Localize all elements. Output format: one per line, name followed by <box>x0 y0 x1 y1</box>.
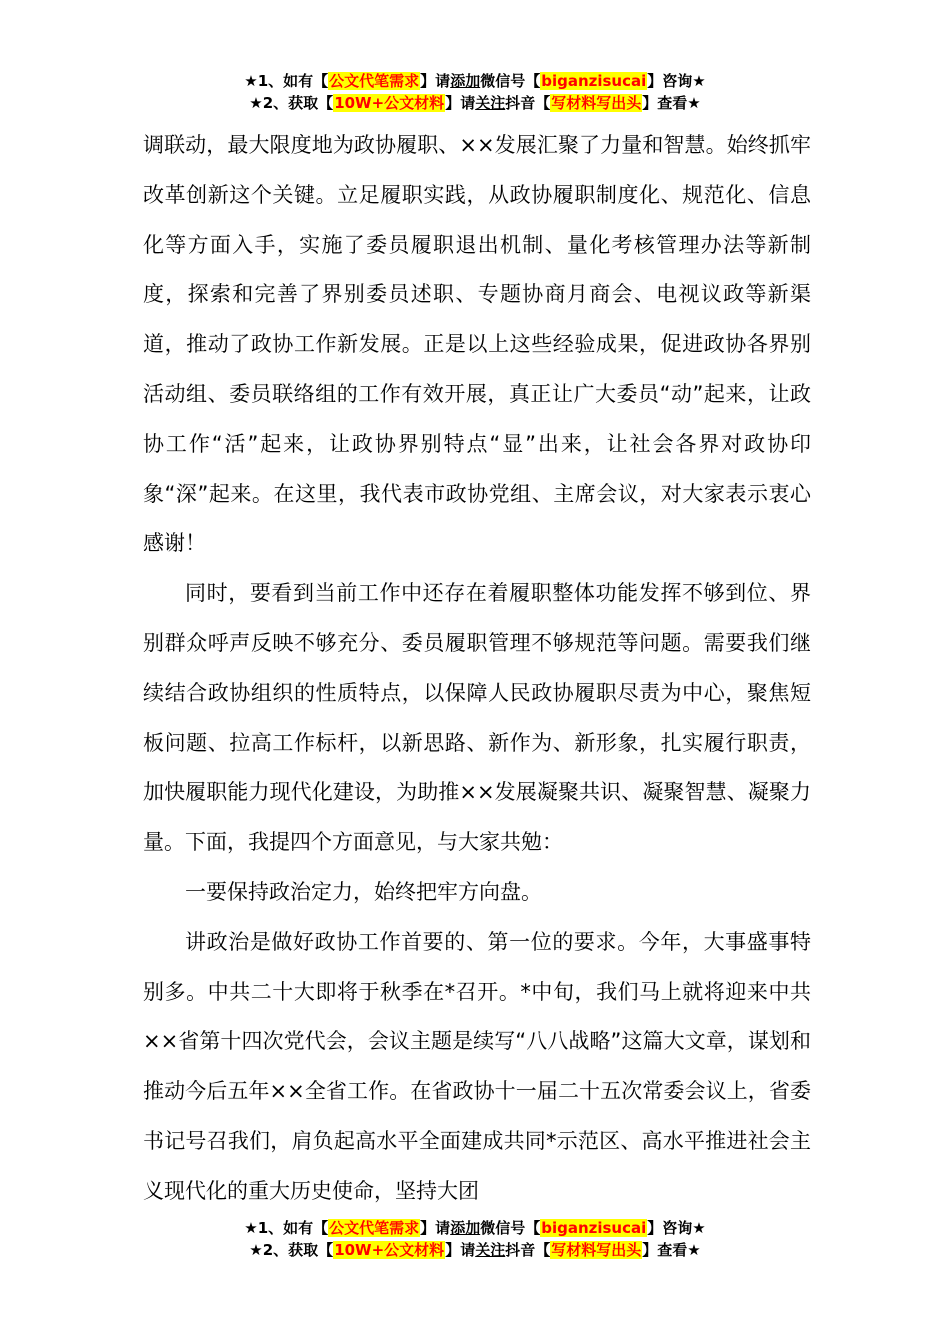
paragraph: 讲政治是做好政协工作首要的、第一位的要求。今年，大事盛事特别多。中共二十大即将于秋季在*召开。*中旬，我们马上就将迎来中共××省第十四次党代会，会议主题是续写“八八战略”这篇大文章，谋划和推动今后五年××全省工作。在省政协十一届二十五次常委会议上，省委书记号召我们，肩负起高水平全面建成共同*示范区、高水平推进社会主义现代化的重大历史使命，坚持大团 <box>143 929 811 1203</box>
document-body <box>143 121 811 1217</box>
banner-text: 】咨询★ <box>647 72 706 90</box>
banner-text: ★2、获取【 <box>249 94 334 112</box>
banner-highlight: biganzisucai <box>541 1219 647 1237</box>
banner-line-1 <box>0 70 950 92</box>
banner-text: ★1、如有【 <box>244 1219 329 1237</box>
banner-highlight: biganzisucai <box>541 72 647 90</box>
banner-emphasis: 关注 <box>475 94 506 112</box>
banner-highlight: 写材料写出头 <box>551 94 642 112</box>
banner-text: 】请 <box>420 72 451 90</box>
banner-text: 】查看★ <box>642 94 701 112</box>
banner-highlight: 公文代笔需求 <box>329 72 420 90</box>
banner-line-2 <box>0 1239 950 1261</box>
banner-text: 】咨询★ <box>647 1219 706 1237</box>
banner-emphasis: 关注 <box>475 1241 506 1259</box>
banner-text: 微信号【 <box>480 72 541 90</box>
banner-text: 】请 <box>445 1241 476 1259</box>
banner-highlight: 公文代笔需求 <box>329 1219 420 1237</box>
banner-text: 】请 <box>445 94 476 112</box>
banner-text: 】查看★ <box>642 1241 701 1259</box>
banner-highlight: 10W+公文材料 <box>334 1241 445 1259</box>
banner-line-2 <box>0 92 950 114</box>
banner-highlight: 写材料写出头 <box>551 1241 642 1259</box>
section-heading: 一要保持政治定力，始终把牢方向盘。 <box>185 879 542 904</box>
banner-emphasis: 添加 <box>450 1219 481 1237</box>
banner-line-1 <box>0 1217 950 1239</box>
banner-emphasis: 添加 <box>450 72 481 90</box>
banner-text: 微信号【 <box>480 1219 541 1237</box>
banner-text: 】请 <box>420 1219 451 1237</box>
paragraph: 调联动，最大限度地为政协履职、××发展汇聚了力量和智慧。始终抓牢改革创新这个关键。立足履职实践，从政协履职制度化、规范化、信息化等方面入手，实施了委员履职退出机制、量化考核管理办法等新制度，探索和完善了界别委员述职、专题协商月商会、电视议政等新渠道，推动了政协工作新发展。正是以上这些经验成果，促进政协各界别活动组、委员联络组的工作有效开展，真正让广大委员“动”起来，让政协工作“活”起来，让政协界别特点“显”出来，让社会各界对政协印象“深”起来。在这里，我代表市政协党组、主席会议，对大家表示衷心感谢！ <box>143 133 811 556</box>
banner-highlight: 10W+公文材料 <box>334 94 445 112</box>
banner-text: ★2、获取【 <box>249 1241 334 1259</box>
paragraph: 同时，要看到当前工作中还存在着履职整体功能发挥不够到位、界别群众呼声反映不够充分、委员履职管理不够规范等问题。需要我们继续结合政协组织的性质特点，以保障人民政协履职尽责为中心，聚焦短板问题、拉高工作标杆，以新思路、新作为、新形象，扎实履行职责，加快履职能力现代化建设，为助推××发展凝聚共识、凝聚智慧、凝聚力量。下面，我提四个方面意见，与大家共勉： <box>143 581 811 855</box>
banner-text: 抖音【 <box>505 94 551 112</box>
banner-text: 抖音【 <box>505 1241 551 1259</box>
banner-text: ★1、如有【 <box>244 72 329 90</box>
footer-banner <box>0 1217 950 1261</box>
header-banner <box>0 70 950 114</box>
